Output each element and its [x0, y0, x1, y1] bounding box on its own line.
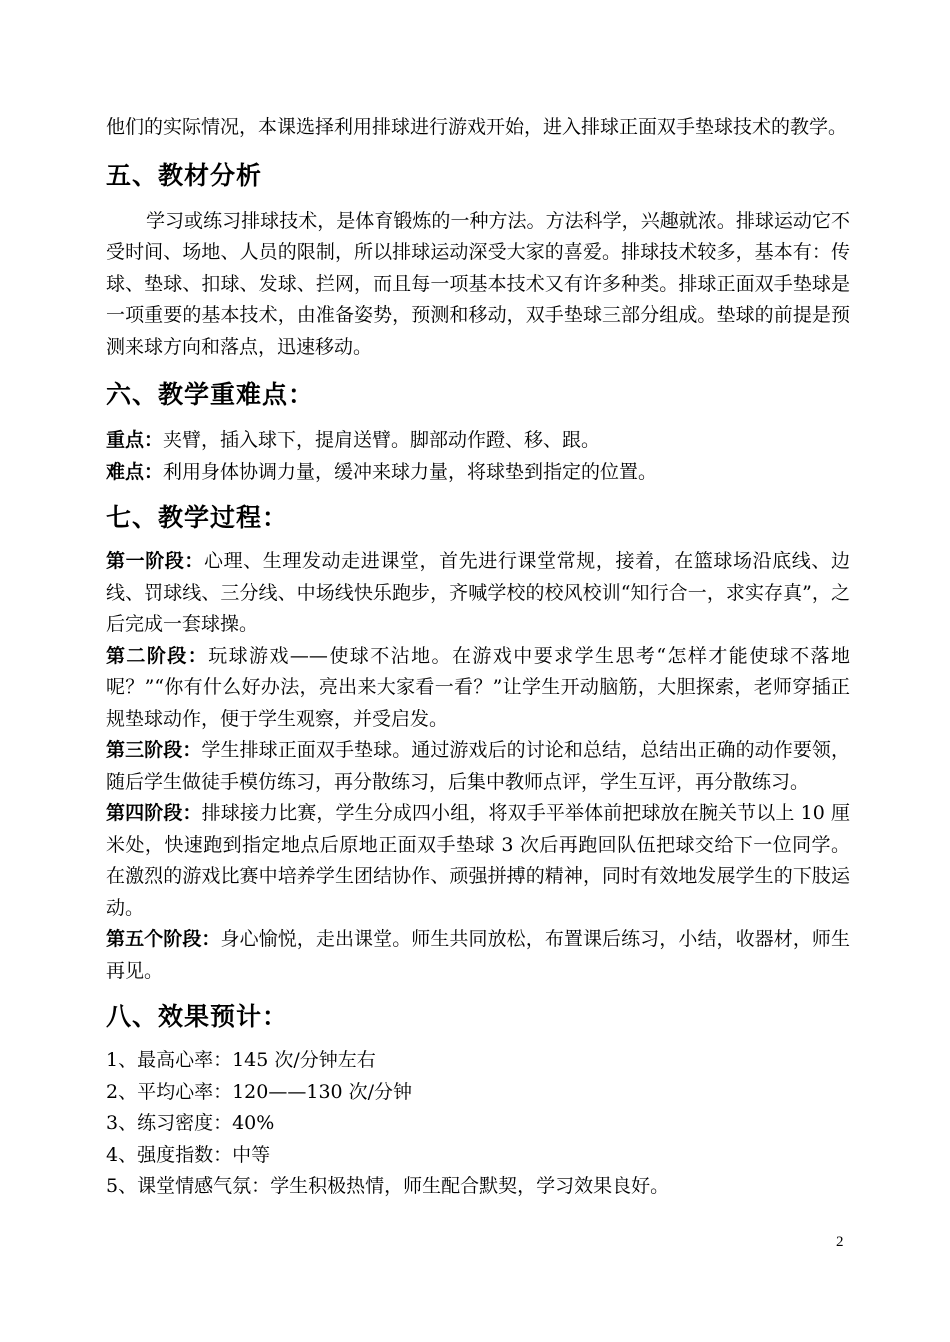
stage-5-label: 第五个阶段：	[106, 928, 221, 950]
stage-5	[106, 924, 850, 987]
stage-2-label: 第二阶段：	[106, 644, 209, 667]
document-page	[106, 112, 850, 1203]
difficult-point-label: 难点：	[106, 460, 164, 483]
stage-3	[106, 735, 850, 798]
stage-3-text: 学生排球正面双手垫球。通过游戏后的讨论和总结，总结出正确的动作要领，随后学生做徒手模仿练习，再分散练习，后集中教师点评，学生互评，再分散练习。	[106, 739, 850, 793]
list-item: 4、强度指数：中等	[106, 1143, 271, 1166]
list-item: 3、练习密度：40%	[106, 1112, 275, 1134]
stage-4	[106, 798, 850, 924]
stage-1	[106, 546, 850, 641]
section-6-heading: 六、教学重难点：	[106, 380, 315, 409]
key-point-label: 重点：	[106, 429, 164, 451]
key-point-text: 夹臂，插入球下，提肩送臂。脚部动作蹬、移、跟。	[163, 429, 601, 451]
effect-list	[106, 1045, 850, 1203]
stage-2	[106, 641, 850, 736]
difficult-point	[106, 457, 850, 489]
stage-4-text: 排球接力比赛，学生分成四小组，将双手平举体前把球放在腕关节以上 10 厘米处，快速跑到指定地点后原地正面双手垫球 3 次后再跑回队伍把球交给下一位同学。在激烈的游戏比赛中培养学生团结协作、顽强拼搏的精神，同时有效地发展学生的下肢运动。	[106, 802, 850, 919]
stage-1-label: 第一阶段：	[106, 550, 204, 572]
page-number: 2	[836, 1234, 844, 1250]
list-item: 2、平均心率：120——130 次/分钟	[106, 1080, 413, 1103]
list-item: 5、课堂情感气氛：学生积极热情，师生配合默契，学习效果良好。	[106, 1175, 670, 1197]
section-8-heading: 八、效果预计：	[106, 1002, 289, 1031]
stage-5-text: 身心愉悦，走出课堂。师生共同放松，布置课后练习，小结，收器材，师生再见。	[106, 928, 850, 982]
stage-4-label: 第四阶段：	[106, 802, 202, 824]
stage-2-text: 玩球游戏——使球不沾地。在游戏中要求学生思考“怎样才能使球不落地呢？”“你有什么好办法，亮出来大家看一看？”让学生开动脑筋，大胆探索，老师穿插正规垫球动作，便于学生观察，并受启发。	[106, 644, 850, 730]
section-5-heading: 五、教材分析	[106, 160, 263, 190]
section-7-heading: 七、教学过程：	[106, 503, 289, 532]
list-item: 1、最高心率：145 次/分钟左右	[106, 1049, 376, 1071]
stage-1-text: 心理、生理发动走进课堂，首先进行课堂常规，接着，在篮球场沿底线、边线、罚球线、三分线、中场线快乐跑步，齐喊学校的校风校训“知行合一，求实存真”，之后完成一套球操。	[106, 550, 850, 635]
difficult-point-text: 利用身体协调力量，缓冲来球力量，将球垫到指定的位置。	[163, 460, 658, 483]
section-5-body: 学习或练习排球技术，是体育锻炼的一种方法。方法科学，兴趣就浓。排球运动它不受时间、场地、人员的限制，所以排球运动深受大家的喜爱。排球技术较多，基本有：传球、垫球、扣球、发球、拦网，而且每一项基本技术又有许多种类。排球正面双手垫球是一项重要的基本技术，由准备姿势，预测和移动，双手垫球三部分组成。垫球的前提是预测来球方向和落点，迅速移动。	[106, 209, 850, 358]
stage-3-label: 第三阶段：	[106, 739, 202, 761]
intro-paragraph: 他们的实际情况，本课选择利用排球进行游戏开始，进入排球正面双手垫球技术的教学。	[106, 116, 848, 138]
key-point	[106, 425, 850, 457]
